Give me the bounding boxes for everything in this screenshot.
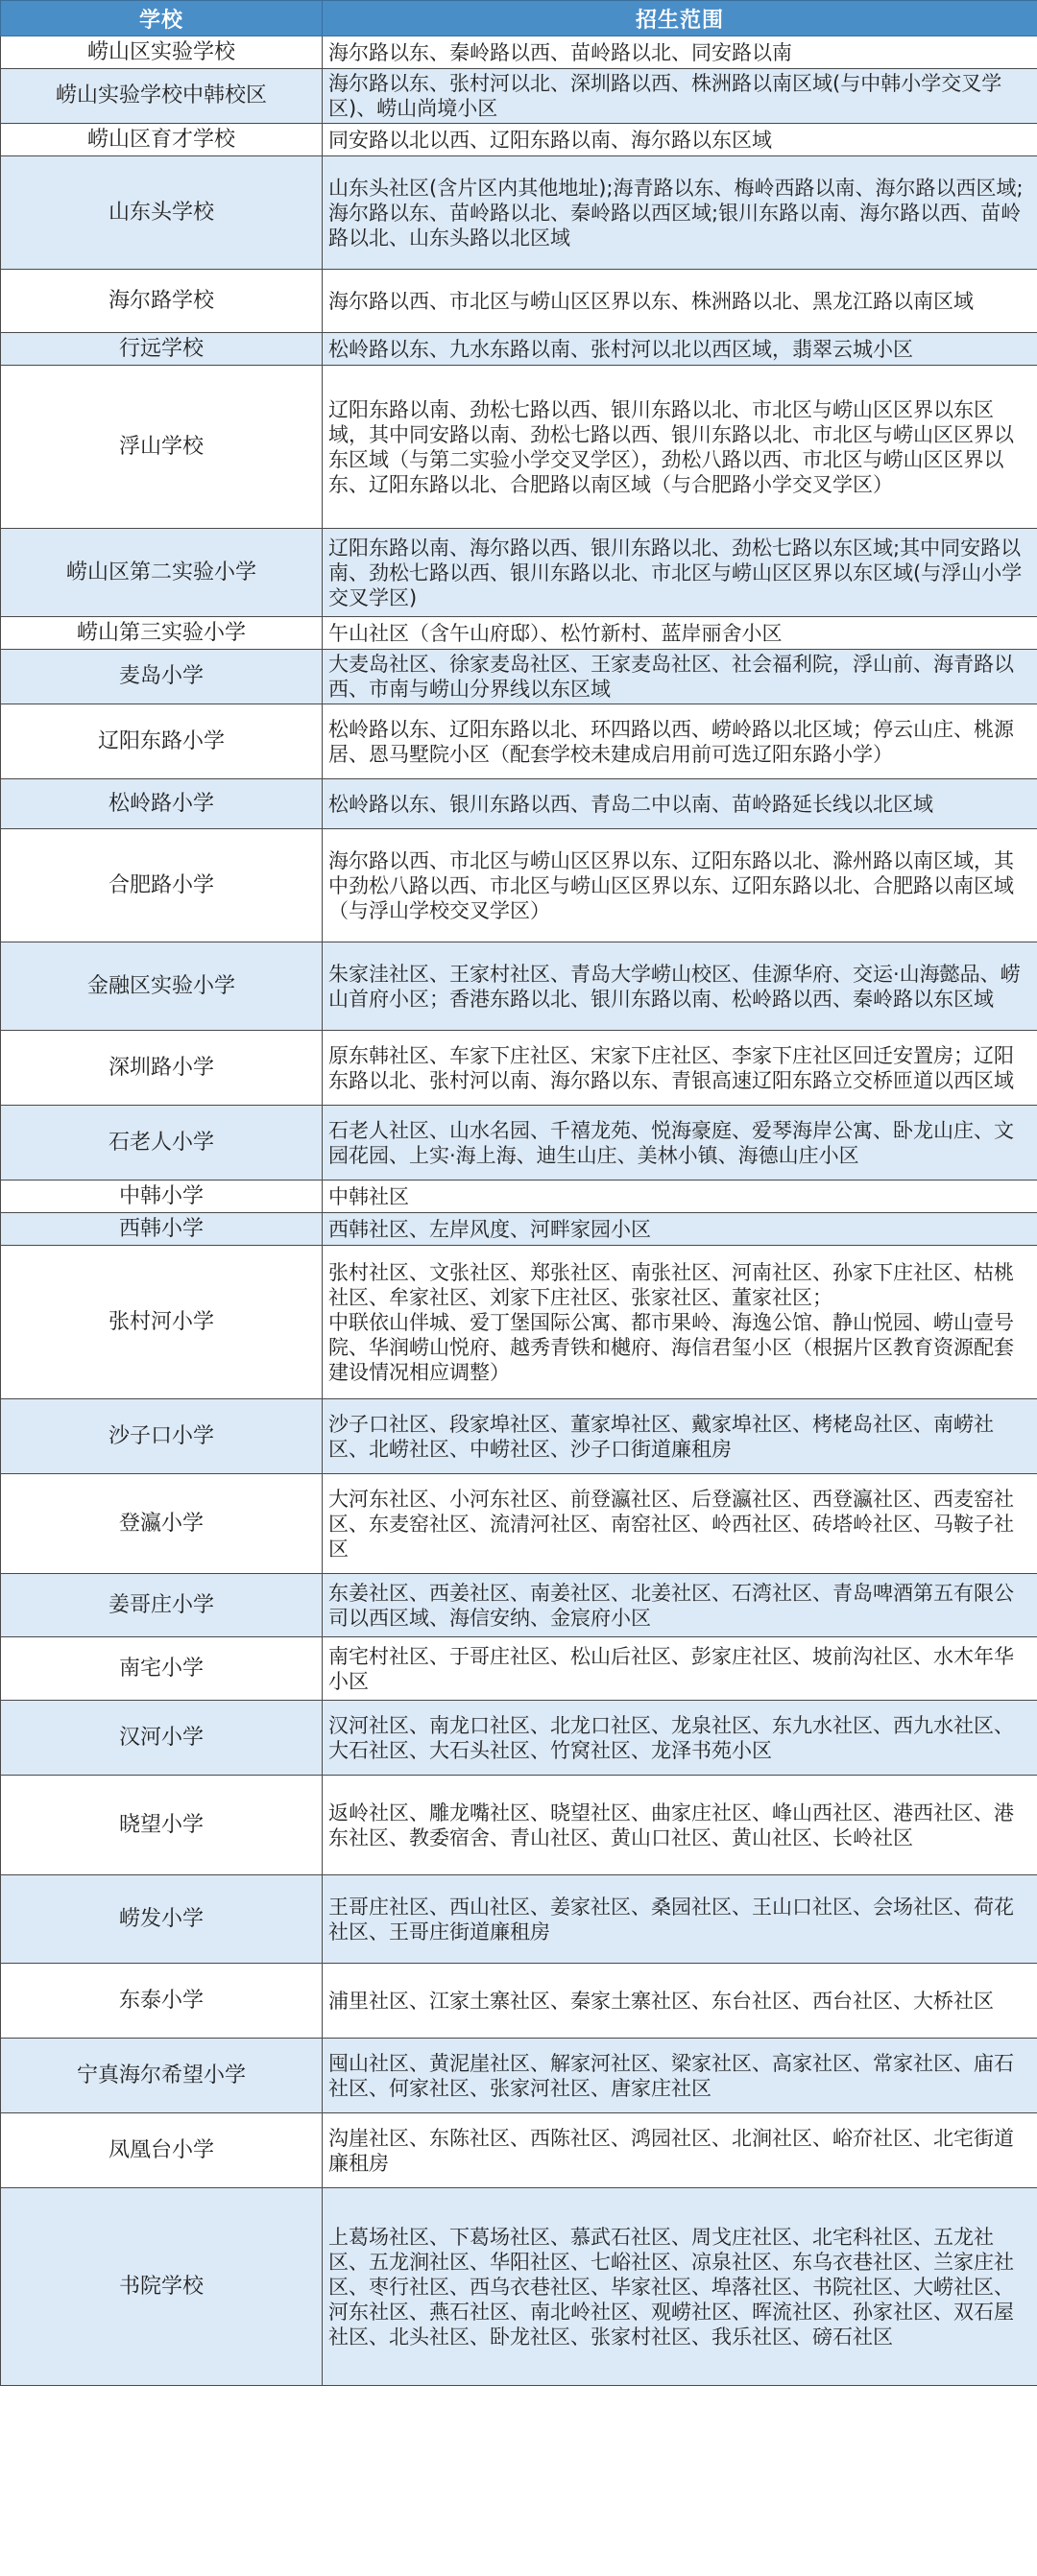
school-name-cell: 海尔路学校: [1, 270, 323, 333]
admission-scope-cell: 朱家洼社区、王家村社区、青岛大学崂山校区、佳源华府、交运·山海懿品、崂山首府小区；香港东路以北、银川东路以南、松岭路以西、秦岭路以东区域: [323, 942, 1037, 1031]
admission-scope-cell: 返岭社区、雕龙嘴社区、晓望社区、曲家庄社区、峰山西社区、港西社区、港东社区、教委宿舍、青山社区、黄山口社区、黄山社区、长岭社区: [323, 1776, 1037, 1875]
table-row: [1, 617, 1037, 650]
table-row: [1, 529, 1037, 617]
scope-column-header: 招生范围: [323, 1, 1037, 36]
school-name-cell: 崂山区第二实验小学: [1, 529, 323, 617]
school-name-cell: 崂发小学: [1, 1875, 323, 1964]
table-row: [1, 942, 1037, 1031]
school-name-cell: 书院学校: [1, 2188, 323, 2386]
table-row: [1, 1574, 1037, 1637]
school-name-cell: 南宅小学: [1, 1637, 323, 1701]
admission-scope-cell: 南宅村社区、于哥庄社区、松山后社区、彭家庄社区、坡前沟社区、水木年华小区: [323, 1637, 1037, 1701]
school-name-cell: 深圳路小学: [1, 1031, 323, 1106]
admission-scope-cell: 松岭路以东、九水东路以南、张村河以北以西区域，翡翠云城小区: [323, 333, 1037, 366]
school-name-cell: 宁真海尔希望小学: [1, 2039, 323, 2113]
admission-scope-cell: 西韩社区、左岸风度、河畔家园小区: [323, 1213, 1037, 1246]
school-name-cell: 麦岛小学: [1, 650, 323, 704]
school-name-cell: 西韩小学: [1, 1213, 323, 1246]
table-row: [1, 1474, 1037, 1574]
admission-scope-cell: 王哥庄社区、西山社区、姜家社区、桑园社区、王山口社区、会场社区、荷花社区、王哥庄街道廉租房: [323, 1875, 1037, 1964]
school-name-cell: 张村河小学: [1, 1246, 323, 1399]
admission-scope-cell: 午山社区（含午山府邸）、松竹新村、蓝岸丽舍小区: [323, 617, 1037, 650]
table-row: [1, 2113, 1037, 2188]
admission-scope-cell: 张村社区、文张社区、郑张社区、南张社区、河南社区、孙家下庄社区、枯桃社区、牟家社区、刘家下庄社区、张家社区、董家社区； 中联依山伴城、爱丁堡国际公寓、都市果岭、海逸公馆、静山悦园、崂山壹号院、华润崂山悦府、越秀青铁和樾府、海信君玺小区（根据片区教育资源配套建设情况相应调整）: [323, 1246, 1037, 1399]
admission-scope-cell: 山东头社区(含片区内其他地址);海青路以东、梅岭西路以南、海尔路以西区域;海尔路以东、苗岭路以北、秦岭路以西区域;银川东路以南、海尔路以西、苗岭路以北、山东头路以北区域: [323, 156, 1037, 270]
admission-scope-cell: 沙子口社区、段家埠社区、董家埠社区、戴家埠社区、栲栳岛社区、南崂社区、北崂社区、中崂社区、沙子口街道廉租房: [323, 1399, 1037, 1474]
table-row: [1, 1106, 1037, 1181]
admission-scope-cell: 石老人社区、山水名园、千禧龙苑、悦海豪庭、爱琴海岸公寓、卧龙山庄、文园花园、上实·海上海、迪生山庄、美林小镇、海德山庄小区: [323, 1106, 1037, 1181]
school-name-cell: 东泰小学: [1, 1964, 323, 2039]
table-row: [1, 829, 1037, 942]
table-row: [1, 2188, 1037, 2386]
table-row: [1, 1213, 1037, 1246]
school-name-cell: 合肥路小学: [1, 829, 323, 942]
table-row: [1, 1031, 1037, 1106]
table-row: [1, 779, 1037, 829]
table-row: [1, 2039, 1037, 2113]
school-name-cell: 金融区实验小学: [1, 942, 323, 1031]
table-row: [1, 1181, 1037, 1213]
table-row: [1, 1964, 1037, 2039]
admission-scope-cell: 海尔路以东、秦岭路以西、苗岭路以北、同安路以南: [323, 36, 1037, 69]
school-column-header: 学校: [1, 1, 323, 36]
admission-scope-cell: 原东韩社区、车家下庄社区、宋家下庄社区、李家下庄社区回迁安置房；辽阳东路以北、张村河以南、海尔路以东、青银高速辽阳东路立交桥匝道以西区域: [323, 1031, 1037, 1106]
admission-scope-cell: 松岭路以东、辽阳东路以北、环四路以西、崂岭路以北区域；停云山庄、桃源居、恩马墅院小区（配套学校未建成启用前可选辽阳东路小学）: [323, 704, 1037, 779]
school-name-cell: 凤凰台小学: [1, 2113, 323, 2188]
table-row: [1, 1776, 1037, 1875]
table-row: [1, 333, 1037, 366]
admission-scope-cell: 东姜社区、西姜社区、南姜社区、北姜社区、石湾社区、青岛啤酒第五有限公司以西区域、海信安纳、金宸府小区: [323, 1574, 1037, 1637]
table-row: [1, 36, 1037, 69]
admission-scope-cell: 同安路以北以西、辽阳东路以南、海尔路以东区域: [323, 124, 1037, 156]
school-name-cell: 崂山第三实验小学: [1, 617, 323, 650]
table-row: [1, 270, 1037, 333]
school-name-cell: 登瀛小学: [1, 1474, 323, 1574]
admission-scope-cell: 海尔路以西、市北区与崂山区区界以东、辽阳东路以北、滁州路以南区域，其中劲松八路以西、市北区与崂山区区界以东、辽阳东路以北、合肥路以南区域（与浮山学校交叉学区）: [323, 829, 1037, 942]
header-row: [1, 1, 1037, 36]
table-row: [1, 704, 1037, 779]
admission-scope-cell: 大河东社区、小河东社区、前登瀛社区、后登瀛社区、西登瀛社区、西麦窑社区、东麦窑社区、流清河社区、南窑社区、岭西社区、砖塔岭社区、马鞍子社区: [323, 1474, 1037, 1574]
admission-scope-cell: 浦里社区、江家土寨社区、秦家土寨社区、东台社区、西台社区、大桥社区: [323, 1964, 1037, 2039]
admission-scope-cell: 囤山社区、黄泥崖社区、解家河社区、梁家社区、高家社区、常家社区、庙石社区、何家社区、张家河社区、唐家庄社区: [323, 2039, 1037, 2113]
school-name-cell: 沙子口小学: [1, 1399, 323, 1474]
school-name-cell: 汉河小学: [1, 1701, 323, 1776]
school-name-cell: 姜哥庄小学: [1, 1574, 323, 1637]
table-body: [1, 36, 1037, 2386]
admission-scope-cell: 沟崖社区、东陈社区、西陈社区、鸿园社区、北涧社区、峪夼社区、北宅街道廉租房: [323, 2113, 1037, 2188]
admission-scope-cell: 汉河社区、南龙口社区、北龙口社区、龙泉社区、东九水社区、西九水社区、大石社区、大石头社区、竹窝社区、龙泽书苑小区: [323, 1701, 1037, 1776]
table-row: [1, 366, 1037, 529]
admission-scope-cell: 中韩社区: [323, 1181, 1037, 1213]
school-name-cell: 崂山实验学校中韩校区: [1, 69, 323, 124]
admission-scope-cell: 海尔路以西、市北区与崂山区区界以东、株洲路以北、黑龙江路以南区域: [323, 270, 1037, 333]
table-row: [1, 156, 1037, 270]
admission-scope-cell: 松岭路以东、银川东路以西、青岛二中以南、苗岭路延长线以北区域: [323, 779, 1037, 829]
table-row: [1, 1701, 1037, 1776]
school-name-cell: 辽阳东路小学: [1, 704, 323, 779]
table-row: [1, 124, 1037, 156]
admission-scope-cell: 海尔路以东、张村河以北、深圳路以西、株洲路以南区域(与中韩小学交叉学区)、崂山尚境小区: [323, 69, 1037, 124]
school-name-cell: 行远学校: [1, 333, 323, 366]
school-name-cell: 松岭路小学: [1, 779, 323, 829]
school-name-cell: 崂山区育才学校: [1, 124, 323, 156]
table-row: [1, 1875, 1037, 1964]
table-row: [1, 650, 1037, 704]
table-row: [1, 1246, 1037, 1399]
school-name-cell: 晓望小学: [1, 1776, 323, 1875]
school-name-cell: 崂山区实验学校: [1, 36, 323, 69]
table-row: [1, 69, 1037, 124]
admission-scope-cell: 大麦岛社区、徐家麦岛社区、王家麦岛社区、社会福利院，浮山前、海青路以西、市南与崂山分界线以东区域: [323, 650, 1037, 704]
school-name-cell: 浮山学校: [1, 366, 323, 529]
school-name-cell: 山东头学校: [1, 156, 323, 270]
admission-scope-cell: 辽阳东路以南、海尔路以西、银川东路以北、劲松七路以东区域;其中同安路以南、劲松七路以西、银川东路以北、市北区与崂山区区界以东区域(与浮山小学交叉学区): [323, 529, 1037, 617]
admission-scope-cell: 辽阳东路以南、劲松七路以西、银川东路以北、市北区与崂山区区界以东区域，其中同安路以南、劲松七路以西、银川东路以北、市北区与崂山区区界以东区域（与第二实验小学交叉学区），劲松八路以西、市北区与崂山区区界以东、辽阳东路以北、合肥路以南区域（与合肥路小学交叉学区）: [323, 366, 1037, 529]
table-row: [1, 1637, 1037, 1701]
admission-scope-cell: 上葛场社区、下葛场社区、慕武石社区、周戈庄社区、北宅科社区、五龙社区、五龙涧社区、华阳社区、七峪社区、凉泉社区、东乌衣巷社区、兰家庄社区、枣行社区、西乌衣巷社区、毕家社区、埠落社区、书院社区、大崂社区、河东社区、燕石社区、南北岭社区、观崂社区、晖流社区、孙家社区、双石屋社区、北头社区、卧龙社区、张家村社区、我乐社区、磅石社区: [323, 2188, 1037, 2386]
school-name-cell: 石老人小学: [1, 1106, 323, 1181]
table-row: [1, 1399, 1037, 1474]
school-name-cell: 中韩小学: [1, 1181, 323, 1213]
